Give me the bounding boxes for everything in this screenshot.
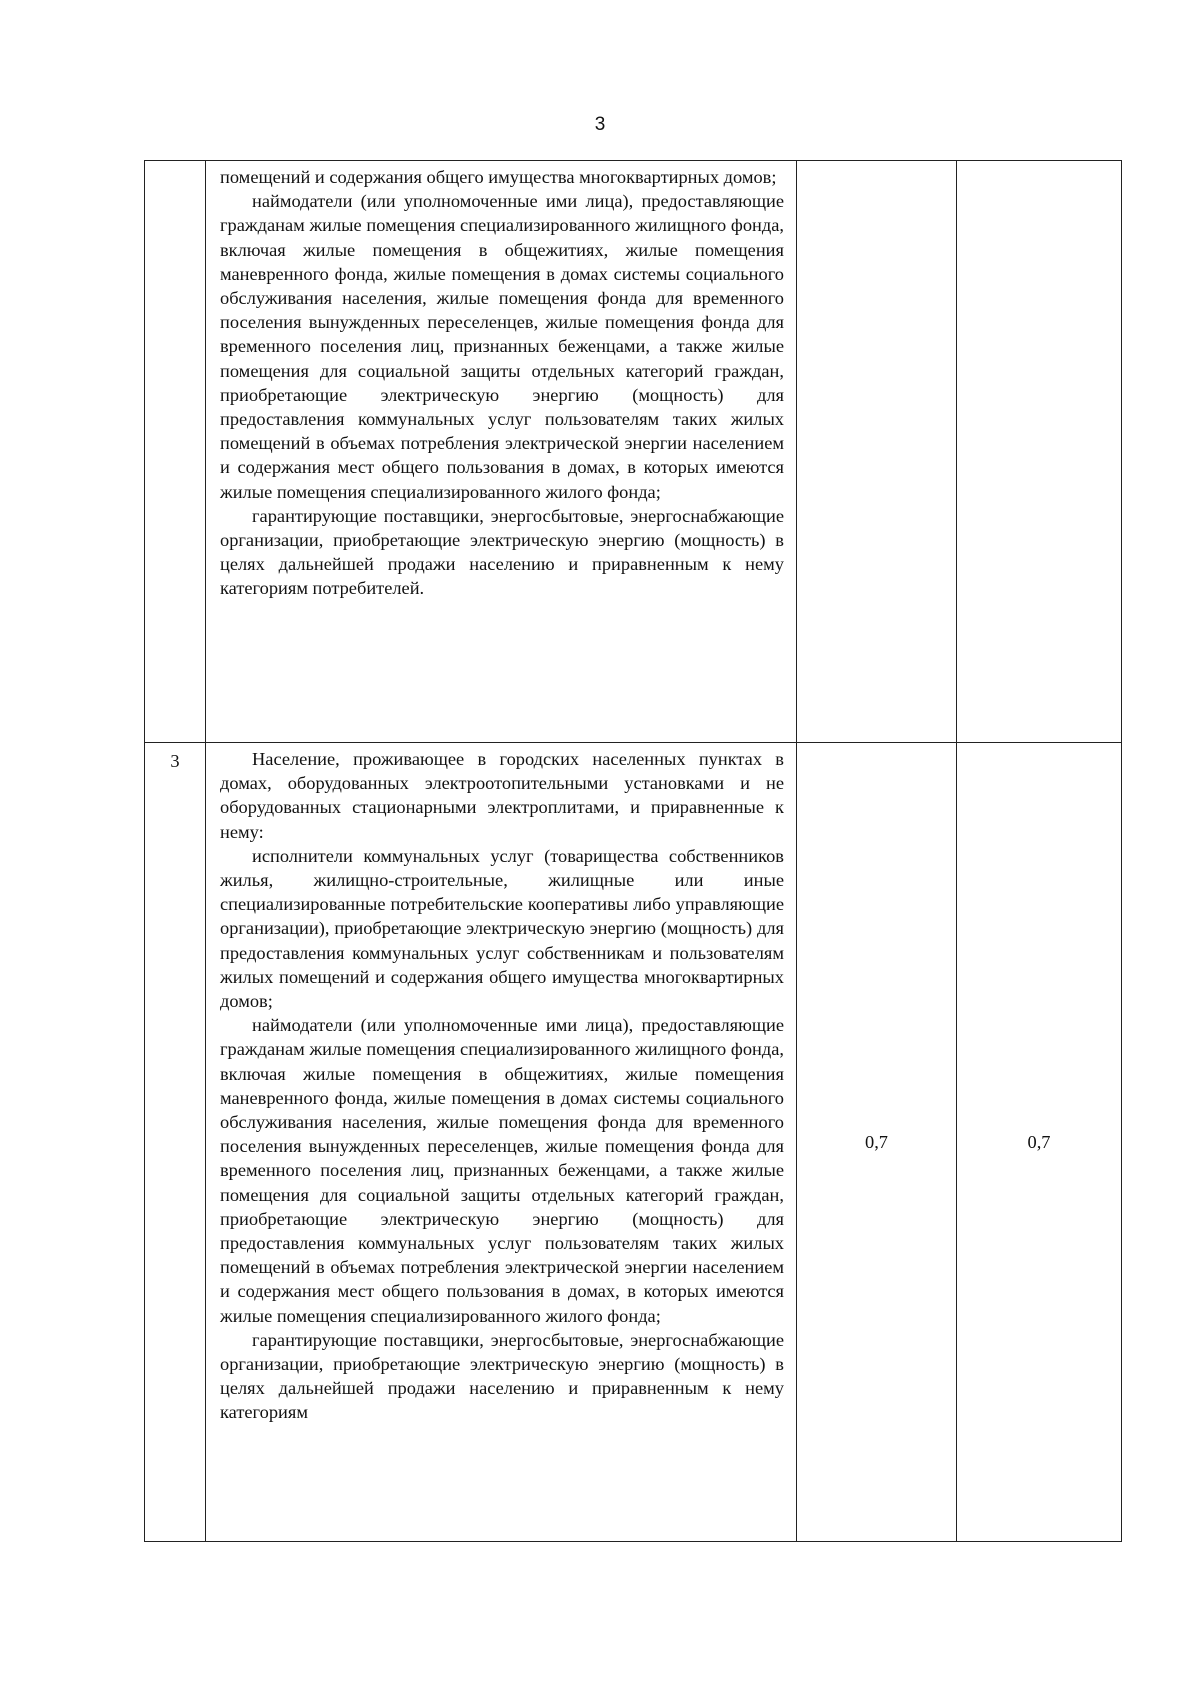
description-paragraph: наймодатели (или уполномоченные ими лица), предоставляющие гражданам жилые помещения специализированного жилищного фонда, включая жилые помещения в общежитиях, жилые помещения маневренного фонда, жилые помещения в домах системы социального обслуживания населения, жилые помещения фонда для временного поселения вынужденных переселенцев, жилые помещения фонда для временного поселения лиц, признанных беженцами, а также жилые помещения для социальной защиты отдельных категорий граждан, приобретающие электрическую энергию (мощность) для предоставления коммунальных услуг пользователям таких жилых помещений в объемах потребления электрической энергии населением и содержания мест общего пользования в домах, в которых имеются жилые помещения специализированного жилого фонда; — [220, 191, 784, 502]
coefficient-cell-1: 0,7 — [797, 743, 957, 1542]
table-row — [145, 161, 1122, 743]
description-paragraph: гарантирующие поставщики, энергосбытовые, энергоснабжающие организации, приобретающие электрическую энергию (мощность) в целях дальнейшей продажи населению и приравненным к нему категориям потребителей. — [220, 505, 784, 599]
row-number-cell — [145, 161, 206, 743]
page-number: 3 — [594, 114, 606, 135]
row-number-cell: 3 — [145, 743, 206, 1542]
coefficient-cell-2 — [957, 161, 1122, 743]
description-paragraph: помещений и содержания общего имущества многоквартирных домов; — [220, 167, 777, 187]
consumer-description-cell — [206, 743, 797, 1542]
tariff-table — [144, 160, 1122, 1542]
consumer-description-cell — [206, 161, 797, 743]
description-paragraph: наймодатели (или уполномоченные ими лица), предоставляющие гражданам жилые помещения специализированного жилищного фонда, включая жилые помещения в общежитиях, жилые помещения маневренного фонда, жилые помещения в домах системы социального обслуживания населения, жилые помещения фонда для временного поселения вынужденных переселенцев, жилые помещения фонда для временного поселения лиц, признанных беженцами, а также жилые помещения для социальной защиты отдельных категорий граждан, приобретающие электрическую энергию (мощность) для предоставления коммунальных услуг пользователям таких жилых помещений в объемах потребления электрической энергии населением и содержания мест общего пользования в домах, в которых имеются жилые помещения специализированного жилого фонда; — [220, 1015, 784, 1326]
table-row — [145, 743, 1122, 1542]
coefficient-cell-2: 0,7 — [957, 743, 1122, 1542]
description-paragraph: гарантирующие поставщики, энергосбытовые, энергоснабжающие организации, приобретающие электрическую энергию (мощность) в целях дальнейшей продажи населению и приравненным к нему категориям — [220, 1329, 784, 1423]
coefficient-cell-1 — [797, 161, 957, 743]
description-paragraph: исполнители коммунальных услуг (товарищества собственников жилья, жилищно-строительные, жилищные или иные специализированные потребительские кооперативы либо управляющие организации), приобретающие электрическую энергию (мощность) для предоставления коммунальных услуг собственникам и пользователям жилых помещений и содержания общего имущества многоквартирных домов; — [220, 845, 784, 1012]
description-paragraph: Население, проживающее в городских населенных пунктах в домах, оборудованных электроотопительными установками и не оборудованных стационарными электроплитами, и приравненные к нему: — [220, 749, 784, 842]
